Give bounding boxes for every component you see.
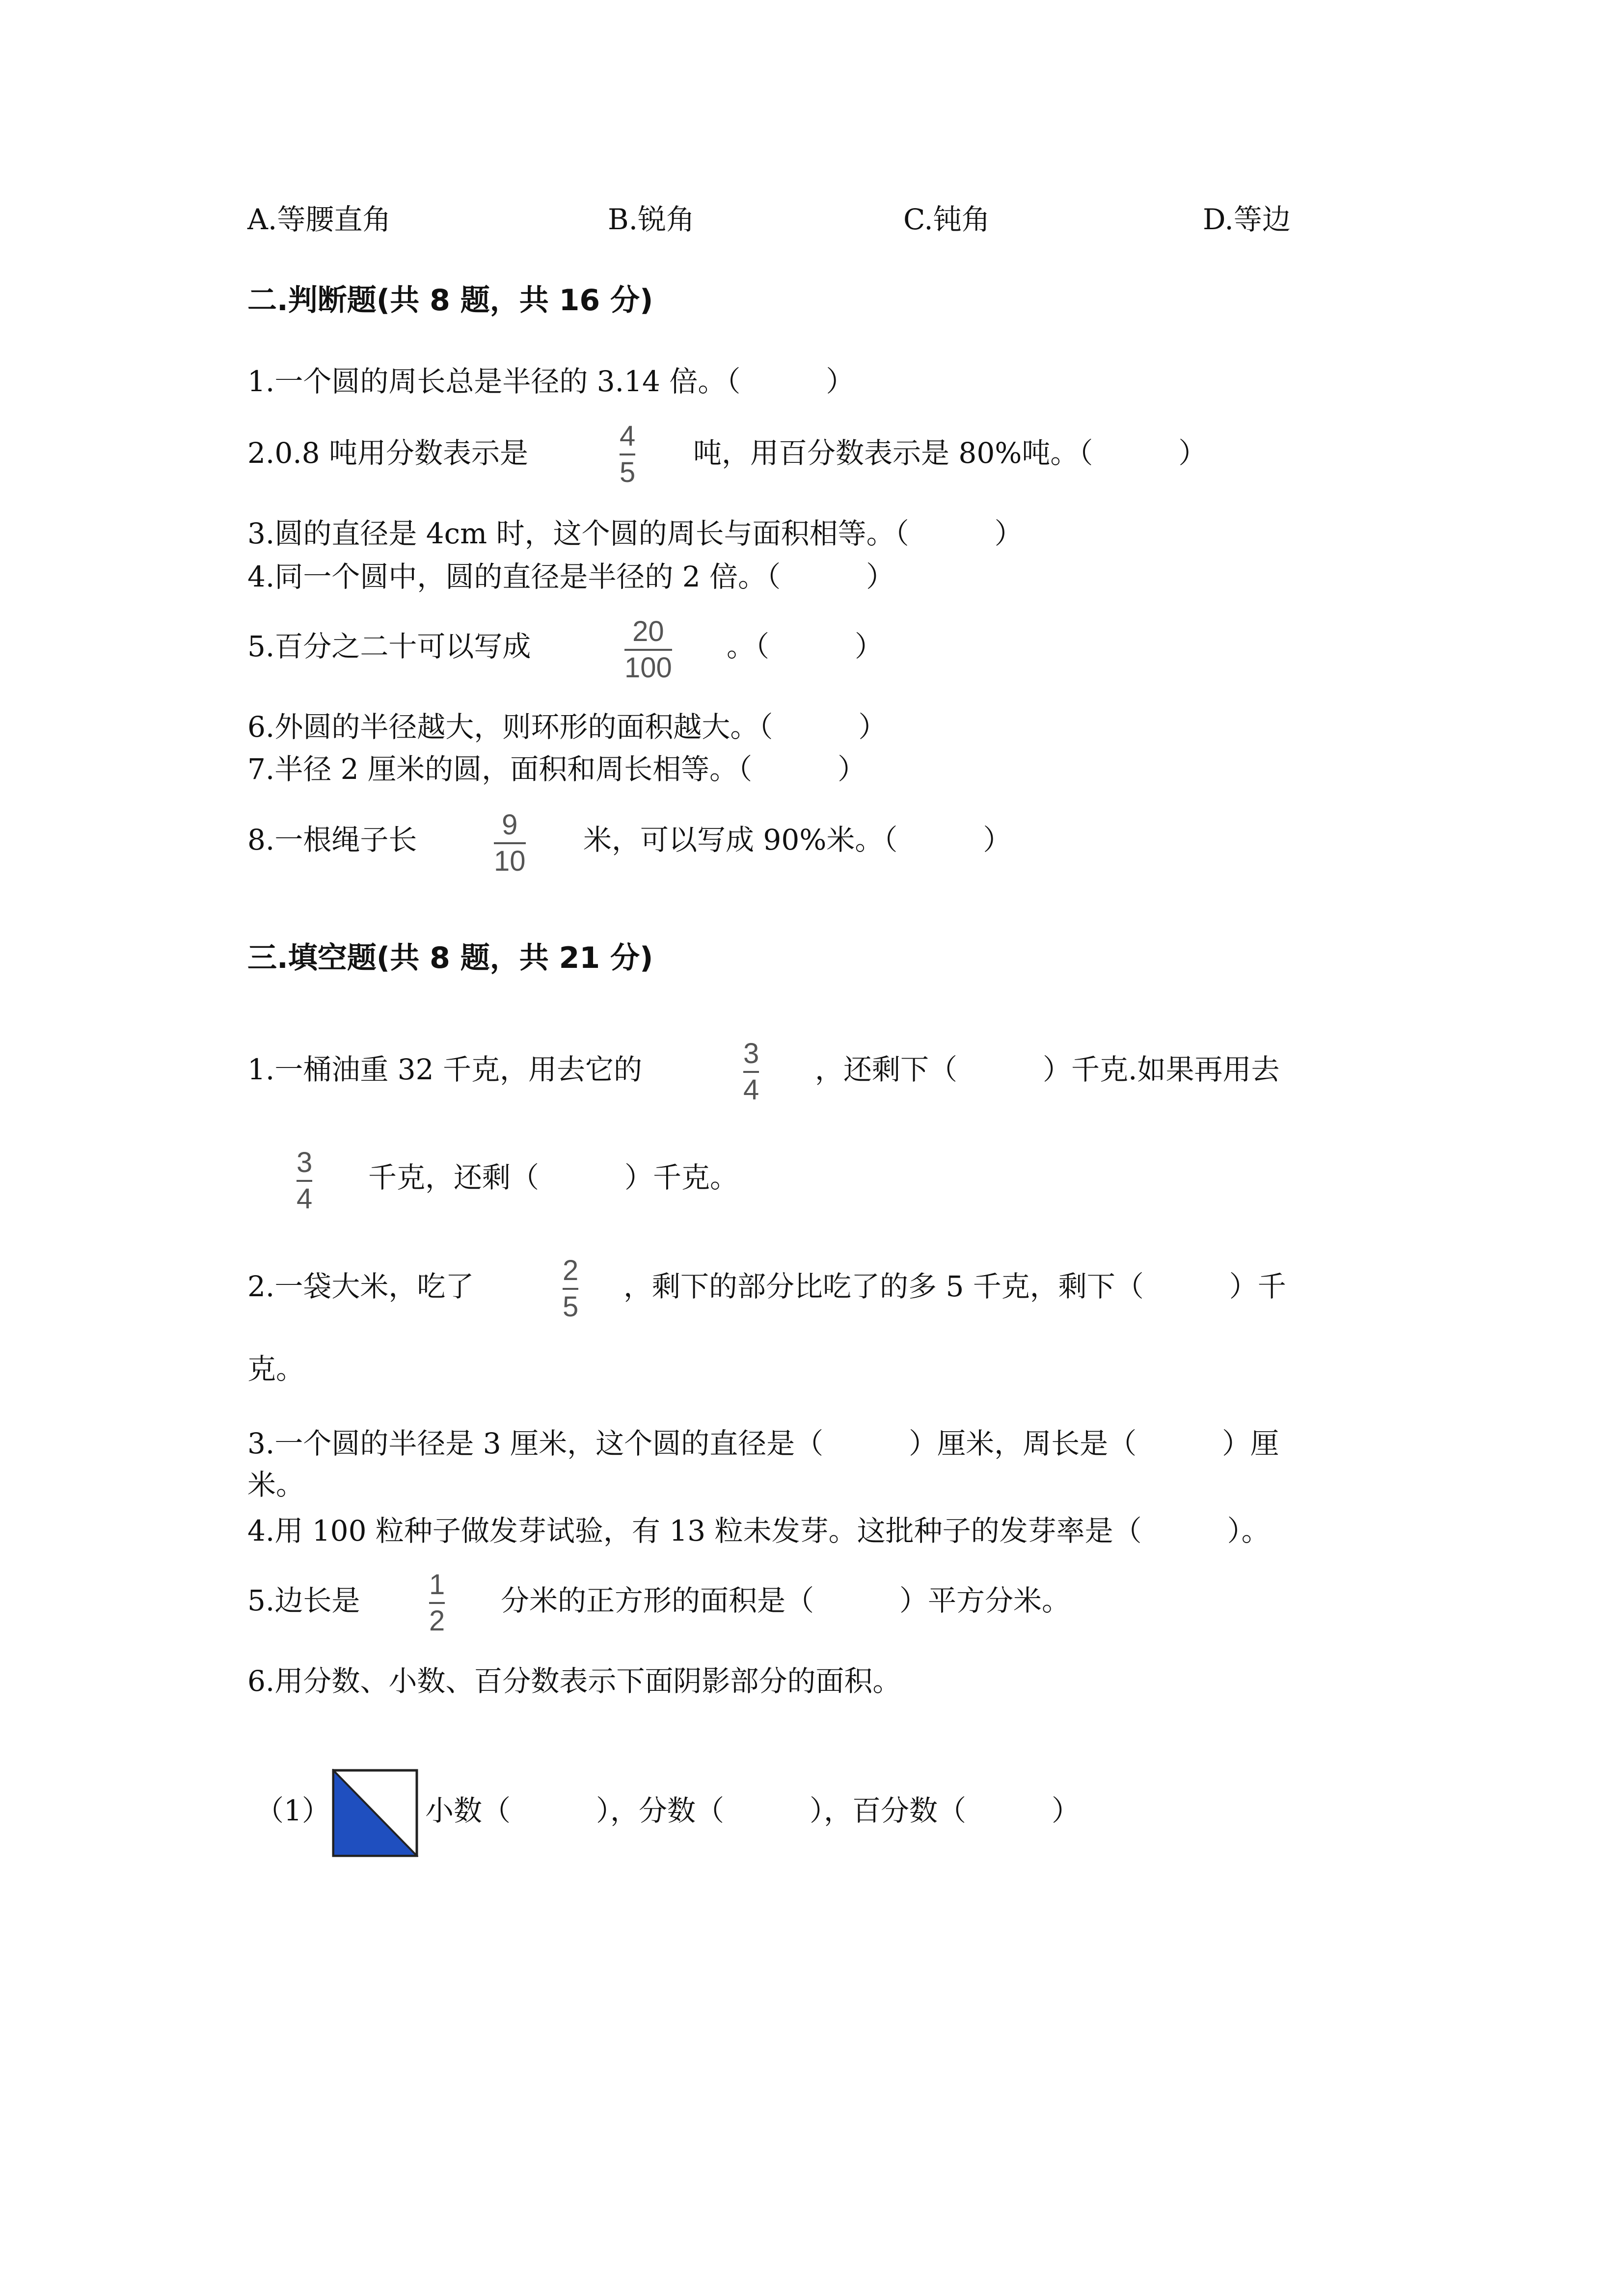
fraction-denominator: 100	[624, 652, 672, 684]
s2-question-8-pre: 8.一根绳子长	[247, 823, 417, 856]
fraction-bar	[429, 1602, 445, 1604]
fraction-bar	[743, 1071, 759, 1073]
s3-question-6: 6.用分数、小数、百分数表示下面阴影部分的面积。	[247, 1664, 901, 1698]
s2-question-5-pre: 5.百分之二十可以写成	[247, 630, 531, 663]
fraction-bar	[297, 1180, 312, 1182]
s2-q2-fraction	[620, 422, 635, 487]
fraction-numerator: 1	[429, 1569, 445, 1601]
fraction-denominator: 5	[620, 456, 636, 488]
fraction-denominator: 10	[494, 845, 526, 877]
fraction-numerator: 3	[743, 1038, 759, 1069]
s3-question-1-pre: 1.一桶油重 32 千克，用去它的	[247, 1053, 643, 1086]
fraction-bar	[624, 649, 672, 651]
s3-question-3-cont: 米。	[247, 1468, 305, 1501]
s3-question-5-pre: 5.边长是	[247, 1584, 360, 1617]
s3-q2-fraction	[563, 1256, 578, 1321]
choice-d: D.等边	[1203, 203, 1291, 236]
s2-question-7: 7.半径 2 厘米的圆，面积和周长相等。（ ）	[247, 752, 866, 786]
fraction-denominator: 4	[297, 1183, 313, 1215]
shaded-square-figure	[332, 1769, 418, 1857]
fraction-numerator: 3	[297, 1147, 313, 1178]
s3-question-2-post: ，剩下的部分比吃了的多 5 千克，剩下（ ）千	[623, 1270, 1286, 1303]
s3-q6-sub-label: （1）	[255, 1794, 330, 1827]
s2-q5-fraction	[624, 617, 672, 682]
fraction-bar	[620, 454, 635, 455]
fraction-numerator: 2	[563, 1255, 579, 1286]
s2-question-1: 1.一个圆的周长总是半径的 3.14 倍。（ ）	[247, 365, 855, 398]
fraction-numerator: 20	[632, 615, 664, 647]
s3-q1b-fraction	[297, 1148, 312, 1213]
s3-question-2-pre: 2.一袋大米，吃了	[247, 1270, 474, 1303]
choice-b: B.锐角	[608, 203, 695, 236]
fraction-denominator: 2	[429, 1605, 445, 1637]
s2-q8-fraction	[494, 811, 526, 876]
s2-question-5-post: 。（ ）	[727, 630, 884, 663]
section3-heading: 三.填空题(共 8 题，共 21 分)	[247, 941, 653, 975]
s2-question-3: 3.圆的直径是 4cm 时，这个圆的周长与面积相等。（ ）	[247, 517, 1023, 550]
s3-question-1b-post: 千克，还剩（ ）千克。	[368, 1161, 739, 1194]
choice-a: A.等腰直角	[247, 203, 391, 236]
s3-q5-fraction	[429, 1571, 445, 1635]
fraction-denominator: 5	[563, 1291, 579, 1323]
fraction-bar	[494, 842, 526, 844]
s3-question-4: 4.用 100 粒种子做发芽试验，有 13 粒未发芽。这批种子的发芽率是（ ）。	[247, 1514, 1270, 1548]
s3-question-5-post: 分米的正方形的面积是（ ）平方分米。	[501, 1584, 1071, 1617]
s2-question-2-pre: 2.0.8 吨用分数表示是	[247, 436, 529, 470]
s2-question-2-post: 吨，用百分数表示是 80%吨。（ ）	[693, 436, 1207, 470]
s3-q1-fraction	[743, 1040, 759, 1104]
choice-c: C.钝角	[903, 203, 990, 236]
s2-question-6: 6.外圆的半径越大，则环形的面积越大。（ ）	[247, 710, 887, 744]
s3-question-3: 3.一个圆的半径是 3 厘米，这个圆的直径是（ ）厘米，周长是（ ）厘	[247, 1427, 1279, 1460]
fraction-numerator: 4	[620, 420, 636, 452]
s3-question-1-post: ，还剩下（ ）千克.如果再用去	[815, 1053, 1280, 1086]
s2-question-4: 4.同一个圆中，圆的直径是半径的 2 倍。（ ）	[247, 560, 895, 593]
fraction-numerator: 9	[502, 809, 518, 841]
s2-question-8-post: 米，可以写成 90%米。（ ）	[583, 823, 1012, 856]
s3-q6-sub-text: 小数（ ），分数（ ），百分数（ ）	[425, 1794, 1081, 1827]
s3-question-2-cont: 克。	[247, 1352, 305, 1386]
fraction-denominator: 4	[743, 1074, 759, 1106]
section2-heading: 二.判断题(共 8 题，共 16 分)	[247, 283, 653, 318]
fraction-bar	[563, 1288, 578, 1290]
